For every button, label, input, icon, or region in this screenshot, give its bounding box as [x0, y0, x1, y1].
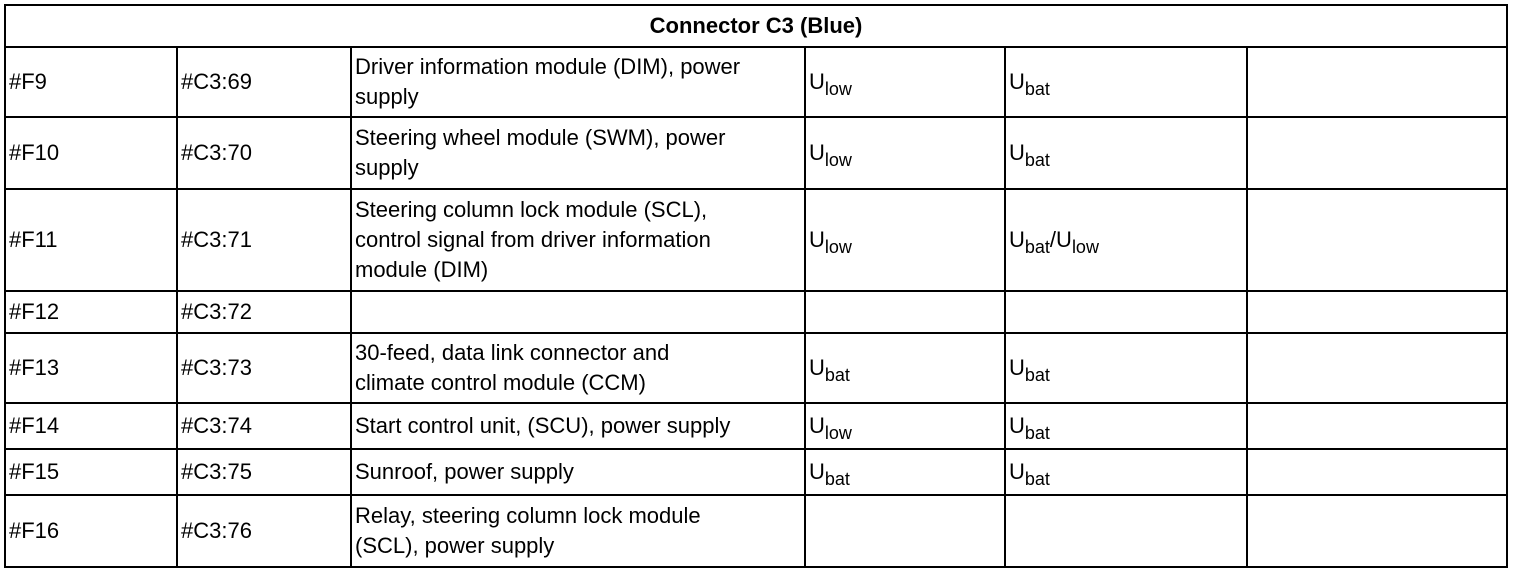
description-line: Sunroof, power supply — [355, 459, 574, 484]
voltage-cell-2 — [1005, 403, 1247, 449]
pin-cell: #C3:75 — [177, 449, 351, 495]
table-title: Connector C3 (Blue) — [5, 5, 1507, 47]
voltage-value — [809, 67, 852, 97]
description-cell — [351, 403, 805, 449]
voltage-value — [809, 457, 850, 487]
fuse-cell: #F11 — [5, 189, 177, 291]
voltage-cell-1 — [805, 495, 1005, 567]
fuse-cell: #F12 — [5, 291, 177, 333]
voltage-base: U — [1009, 227, 1025, 252]
table-row — [5, 495, 1507, 567]
description-line: (SCL), power supply — [355, 533, 555, 558]
voltage-base: U — [1009, 413, 1025, 438]
voltage-subscript: bat — [1024, 79, 1050, 99]
voltage-base: U — [1056, 227, 1072, 252]
connector-table — [4, 4, 1508, 568]
voltage-subscript: bat — [824, 365, 850, 385]
voltage-subscript: bat — [1024, 365, 1050, 385]
description-line: Driver information module (DIM), power — [355, 54, 741, 79]
voltage-cell-1 — [805, 449, 1005, 495]
empty-cell — [1247, 333, 1507, 403]
connector-table-container — [4, 4, 1508, 568]
voltage-cell-2 — [1005, 449, 1247, 495]
voltage-subscript: low — [824, 79, 852, 99]
voltage-value — [1009, 353, 1050, 383]
voltage-cell-2 — [1005, 495, 1247, 567]
pin-cell: #C3:73 — [177, 333, 351, 403]
pin-cell: #C3:69 — [177, 47, 351, 117]
description-line: Start control unit, (SCU), power supply — [355, 413, 731, 438]
voltage-cell-1 — [805, 333, 1005, 403]
description-cell — [351, 495, 805, 567]
voltage-value — [1009, 138, 1050, 168]
fuse-cell: #F15 — [5, 449, 177, 495]
title-row — [5, 5, 1507, 47]
table-row — [5, 291, 1507, 333]
voltage-cell-1 — [805, 403, 1005, 449]
voltage-subscript: low — [824, 423, 852, 443]
pin-cell: #C3:74 — [177, 403, 351, 449]
voltage-value — [809, 353, 850, 383]
description-cell — [351, 291, 805, 333]
voltage-base: U — [809, 413, 825, 438]
voltage-subscript: low — [824, 237, 852, 257]
fuse-cell: #F16 — [5, 495, 177, 567]
voltage-cell-2 — [1005, 333, 1247, 403]
fuse-cell: #F10 — [5, 117, 177, 189]
empty-cell — [1247, 117, 1507, 189]
voltage-value — [809, 411, 852, 441]
voltage-base: U — [809, 459, 825, 484]
voltage-subscript: low — [1071, 237, 1099, 257]
voltage-base: U — [809, 140, 825, 165]
voltage-subscript: bat — [1024, 237, 1050, 257]
description-line: control signal from driver information — [355, 227, 711, 252]
table-row — [5, 47, 1507, 117]
description-line: 30-feed, data link connector and — [355, 340, 670, 365]
fuse-cell: #F14 — [5, 403, 177, 449]
table-body — [5, 47, 1507, 567]
empty-cell — [1247, 189, 1507, 291]
description-line: climate control module (CCM) — [355, 370, 646, 395]
pin-cell: #C3:71 — [177, 189, 351, 291]
voltage-base: U — [809, 227, 825, 252]
empty-cell — [1247, 449, 1507, 495]
voltage-cell-1 — [805, 117, 1005, 189]
voltage-base: U — [1009, 140, 1025, 165]
table-row — [5, 117, 1507, 189]
table-row — [5, 449, 1507, 495]
description-line: module (DIM) — [355, 257, 489, 282]
description-cell — [351, 117, 805, 189]
empty-cell — [1247, 403, 1507, 449]
description-cell — [351, 449, 805, 495]
empty-cell — [1247, 495, 1507, 567]
voltage-base: U — [1009, 459, 1025, 484]
description-cell — [351, 333, 805, 403]
voltage-base: U — [1009, 69, 1025, 94]
pin-cell: #C3:76 — [177, 495, 351, 567]
description-cell — [351, 47, 805, 117]
voltage-subscript: bat — [1024, 423, 1050, 443]
fuse-cell: #F9 — [5, 47, 177, 117]
voltage-cell-1 — [805, 189, 1005, 291]
voltage-base: U — [809, 355, 825, 380]
description-cell — [351, 189, 805, 291]
voltage-cell-2 — [1005, 47, 1247, 117]
voltage-cell-1 — [805, 291, 1005, 333]
voltage-cell-2 — [1005, 117, 1247, 189]
empty-cell — [1247, 291, 1507, 333]
voltage-value — [809, 138, 852, 168]
fuse-cell: #F13 — [5, 333, 177, 403]
description-line: Steering column lock module (SCL), — [355, 197, 708, 222]
voltage-value — [1009, 67, 1050, 97]
pin-cell: #C3:72 — [177, 291, 351, 333]
table-row — [5, 189, 1507, 291]
table-row — [5, 403, 1507, 449]
voltage-value — [1009, 411, 1050, 441]
voltage-base: U — [809, 69, 825, 94]
voltage-base: U — [1009, 355, 1025, 380]
voltage-value — [1009, 457, 1050, 487]
voltage-subscript: bat — [1024, 469, 1050, 489]
description-line: supply — [355, 84, 419, 109]
pin-cell: #C3:70 — [177, 117, 351, 189]
voltage-cell-1 — [805, 47, 1005, 117]
voltage-value — [809, 225, 852, 255]
empty-cell — [1247, 47, 1507, 117]
voltage-subscript: bat — [824, 469, 850, 489]
voltage-cell-2 — [1005, 291, 1247, 333]
voltage-value — [1009, 225, 1099, 255]
description-line: Relay, steering column lock module — [355, 503, 701, 528]
voltage-cell-2 — [1005, 189, 1247, 291]
voltage-separator: / — [1049, 227, 1057, 252]
voltage-subscript: bat — [1024, 150, 1050, 170]
voltage-subscript: low — [824, 150, 852, 170]
table-row — [5, 333, 1507, 403]
description-line: Steering wheel module (SWM), power — [355, 125, 726, 150]
description-line: supply — [355, 155, 419, 180]
